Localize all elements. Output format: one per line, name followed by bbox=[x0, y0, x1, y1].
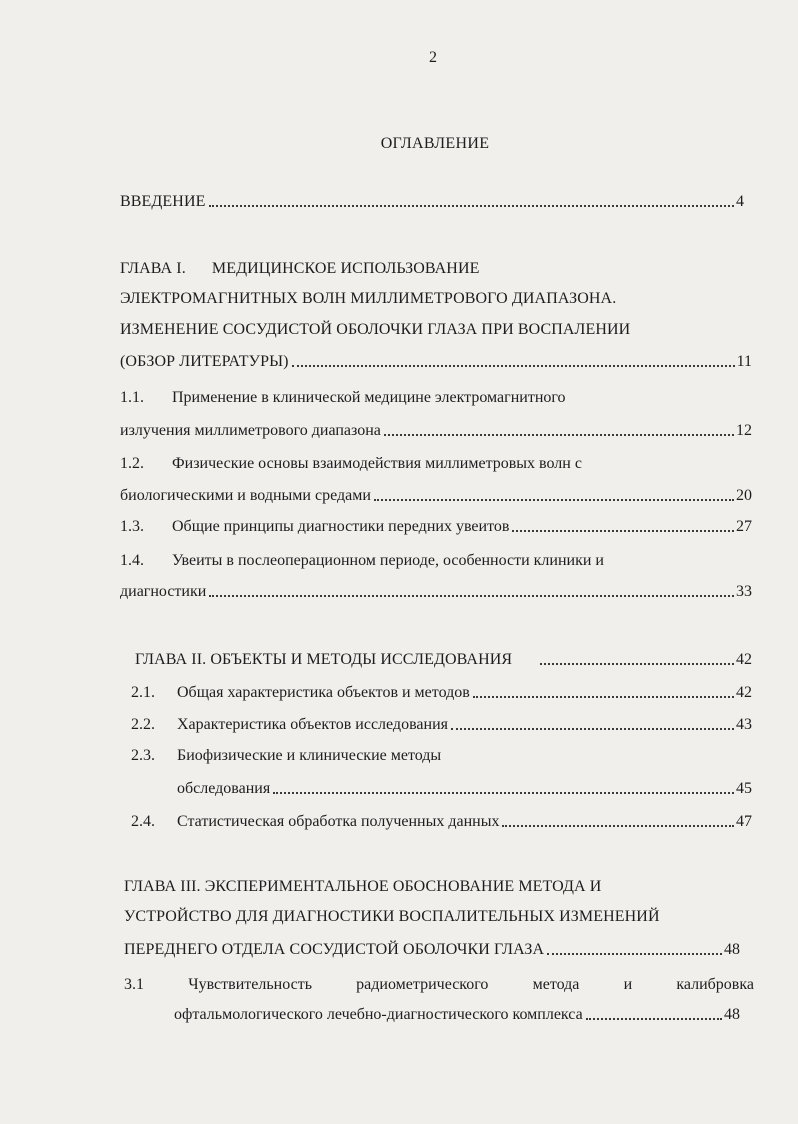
toc-page: 42 bbox=[736, 684, 752, 701]
section-title: Характеристика объектов исследования bbox=[177, 716, 448, 733]
chapter1-heading-line3: ИЗМЕНЕНИЕ СОСУДИСТОЙ ОБОЛОЧКИ ГЛАЗА ПРИ ВОСПАЛЕНИИ bbox=[120, 321, 631, 338]
leader-dots bbox=[209, 204, 735, 207]
toc-entry-2-3[interactable] bbox=[177, 779, 752, 799]
section-2-3-line1 bbox=[131, 746, 441, 766]
section-1-2-line1 bbox=[120, 454, 582, 474]
leader-dots bbox=[473, 695, 734, 698]
toc-page: 20 bbox=[736, 487, 752, 504]
toc-page: 45 bbox=[736, 780, 752, 797]
chapter3-heading-line1: ГЛАВА III. ЭКСПЕРИМЕНТАЛЬНОЕ ОБОСНОВАНИЕ МЕТОДА И bbox=[124, 878, 602, 895]
section-number: 1.2. bbox=[120, 455, 144, 472]
leader-dots bbox=[384, 433, 734, 436]
leader-dots bbox=[547, 952, 722, 955]
section-title: Общая характеристика объектов и методов bbox=[177, 684, 470, 701]
section-title: Применение в клинической медицине электромагнитного bbox=[172, 389, 566, 406]
toc-entry-2-4[interactable] bbox=[131, 812, 752, 832]
toc-page: 48 bbox=[724, 1006, 740, 1023]
section-number: 1.4. bbox=[120, 552, 144, 569]
chapter1-heading-line2: ЭЛЕКТРОМАГНИТНЫХ ВОЛН МИЛЛИМЕТРОВОГО ДИАПАЗОНА. bbox=[120, 290, 617, 307]
toc-page: 42 bbox=[736, 651, 752, 668]
section-title: Биофизические и клинические методы bbox=[177, 747, 442, 764]
section-title: Увеиты в послеоперационном периоде, особенности клиники и bbox=[172, 552, 604, 569]
section-title-word: метода bbox=[532, 976, 580, 993]
chapter2-heading: ГЛАВА II. ОБЪЕКТЫ И МЕТОДЫ ИССЛЕДОВАНИЯ bbox=[135, 651, 513, 668]
section-number: 1.1. bbox=[120, 389, 144, 406]
section-3-1-line1 bbox=[124, 975, 754, 995]
toc-entry-2-2[interactable] bbox=[131, 715, 752, 735]
section-1-4-line1 bbox=[120, 551, 604, 571]
leader-dots bbox=[586, 1017, 722, 1020]
toc-label: ВВЕДЕНИЕ bbox=[120, 193, 206, 210]
leader-dots bbox=[451, 727, 734, 730]
section-number: 2.2. bbox=[131, 716, 155, 733]
page-number: 2 bbox=[429, 49, 437, 66]
section-title-word: радиометрического bbox=[356, 976, 489, 993]
section-title: Статистическая обработка полученных данных bbox=[177, 813, 500, 830]
chapter1-heading-line1 bbox=[120, 259, 479, 279]
leader-dots bbox=[502, 824, 734, 827]
chapter3-heading-line3: ПЕРЕДНЕГО ОТДЕЛА СОСУДИСТОЙ ОБОЛОЧКИ ГЛАЗА bbox=[124, 941, 545, 958]
leader-dots bbox=[273, 791, 734, 794]
section-title-word: калибровка bbox=[676, 976, 754, 993]
leader-dots bbox=[512, 529, 734, 532]
toc-page: 33 bbox=[736, 583, 752, 600]
section-title-cont: диагностики bbox=[120, 583, 207, 600]
section-title-cont: обследования bbox=[177, 780, 271, 797]
section-title-cont: офтальмологического лечебно-диагностического комплекса bbox=[174, 1006, 583, 1023]
toc-entry-2-1[interactable] bbox=[131, 683, 752, 703]
toc-entry-3-1[interactable] bbox=[174, 1005, 740, 1025]
toc-page: 4 bbox=[736, 193, 744, 210]
toc-entry-chapter3[interactable] bbox=[124, 940, 740, 960]
toc-entry-1-1[interactable] bbox=[120, 421, 752, 441]
toc-page: 12 bbox=[736, 422, 752, 439]
toc-entry-intro[interactable] bbox=[120, 192, 744, 212]
toc-entry-1-3[interactable] bbox=[120, 517, 752, 537]
toc-entry-chapter2[interactable] bbox=[135, 650, 752, 670]
chapter1-title-part1: МЕДИЦИНСКОЕ ИСПОЛЬЗОВАНИЕ bbox=[211, 260, 480, 277]
section-1-1-line1 bbox=[120, 388, 566, 408]
section-title: Общие принципы диагностики передних увеитов bbox=[172, 518, 510, 535]
leader-dots bbox=[292, 364, 735, 367]
section-title-word: и bbox=[623, 976, 633, 993]
toc-entry-1-2[interactable] bbox=[120, 486, 752, 506]
leader-dots bbox=[209, 594, 734, 597]
chapter1-heading-line4: (ОБЗОР ЛИТЕРАТУРЫ) bbox=[120, 353, 289, 370]
section-title: Физические основы взаимодействия миллиметровых волн с bbox=[172, 455, 582, 472]
leader-dots bbox=[374, 498, 734, 501]
page-title: ОГЛАВЛЕНИЕ bbox=[380, 135, 490, 152]
section-title-cont: биологическими и водными средами bbox=[120, 487, 371, 504]
section-title-cont: излучения миллиметрового диапазона bbox=[120, 422, 381, 439]
toc-page: 48 bbox=[724, 941, 740, 958]
section-number: 2.3. bbox=[131, 747, 155, 764]
section-title-word: Чувствительность bbox=[188, 976, 312, 993]
toc-page: 11 bbox=[736, 353, 752, 370]
toc-page: 43 bbox=[736, 716, 752, 733]
section-number: 2.1. bbox=[131, 684, 155, 701]
section-number: 1.3. bbox=[120, 518, 144, 535]
chapter1-number: ГЛАВА I. bbox=[120, 260, 186, 277]
section-number: 2.4. bbox=[131, 813, 155, 830]
section-number: 3.1 bbox=[124, 976, 144, 993]
toc-entry-chapter1[interactable] bbox=[120, 352, 752, 372]
toc-entry-1-4[interactable] bbox=[120, 582, 752, 602]
leader-dots bbox=[540, 662, 734, 665]
toc-page: 47 bbox=[736, 813, 752, 830]
chapter3-heading-line2: УСТРОЙСТВО ДЛЯ ДИАГНОСТИКИ ВОСПАЛИТЕЛЬНЫХ ИЗМЕНЕНИЙ bbox=[124, 908, 660, 925]
toc-page: 27 bbox=[736, 518, 752, 535]
